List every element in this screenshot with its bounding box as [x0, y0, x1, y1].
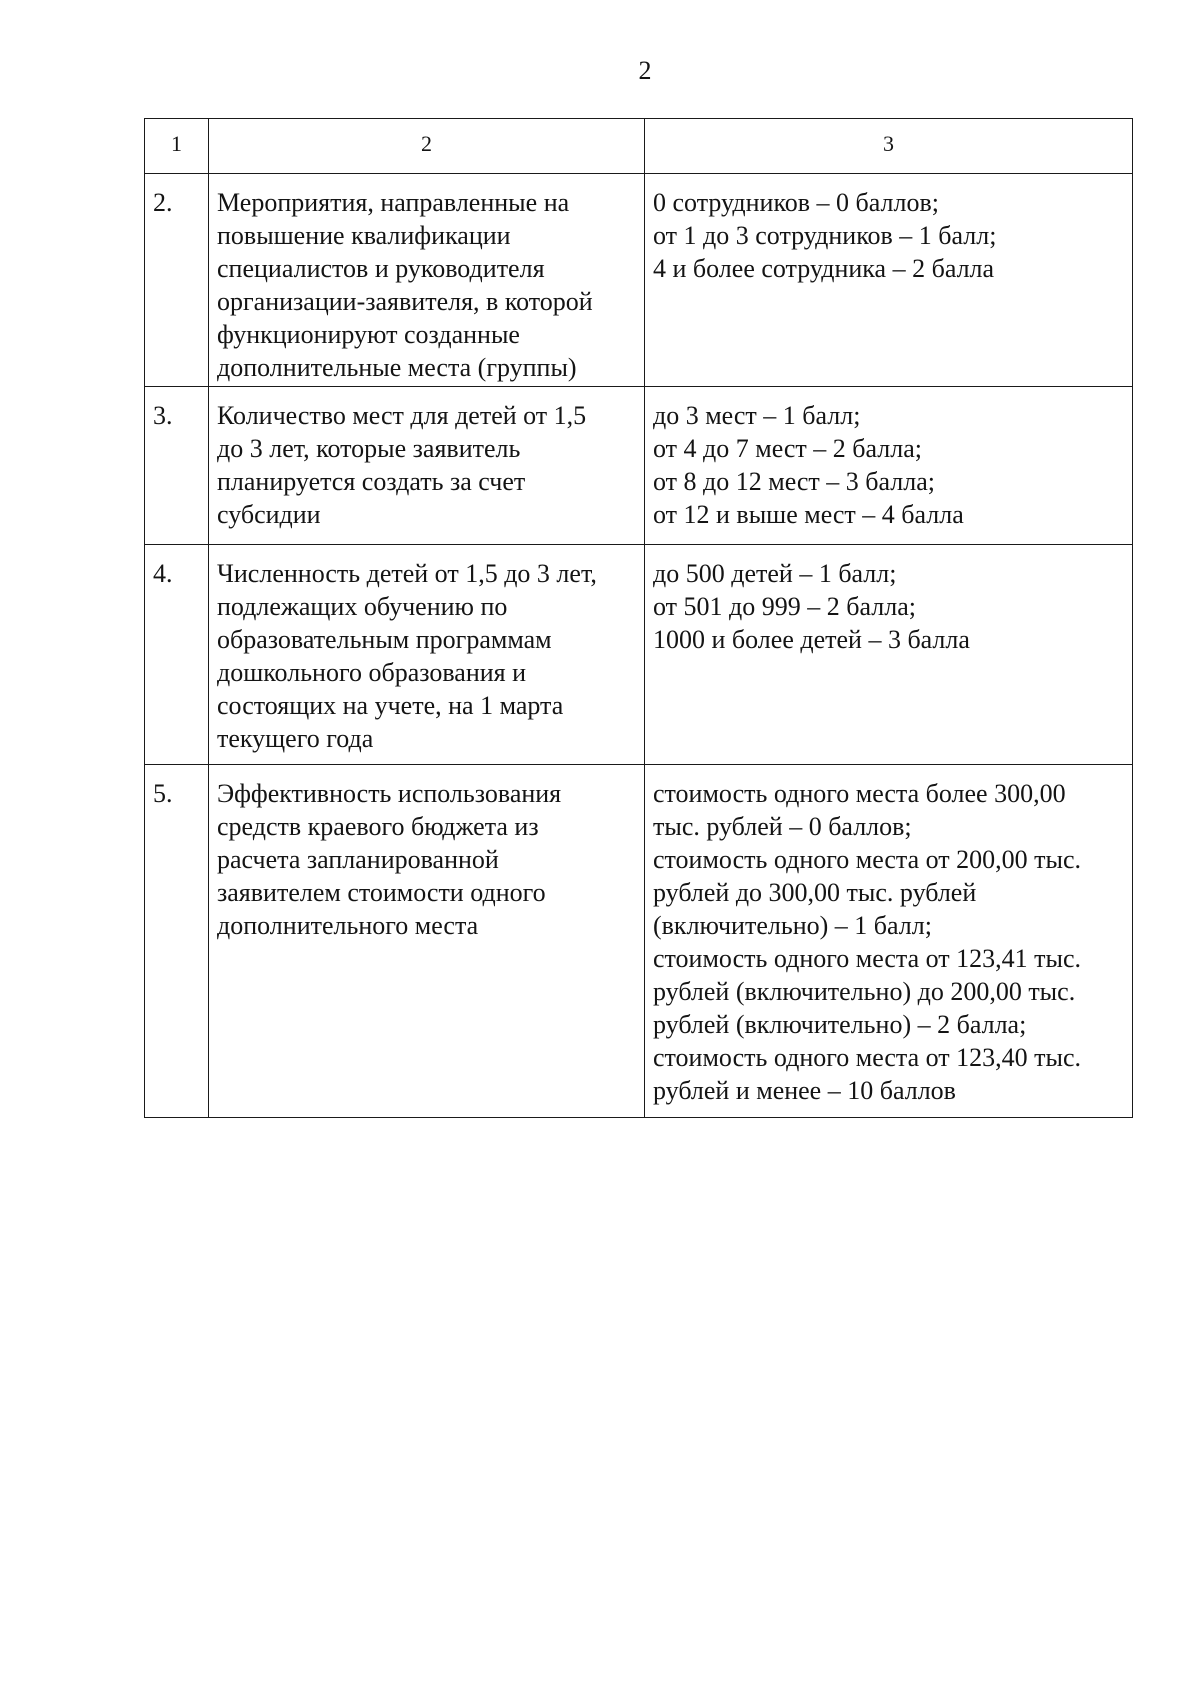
- criterion-cell: [209, 174, 645, 387]
- criterion-line: Эффективность использования: [217, 779, 562, 808]
- score-line: от 501 до 999 – 2 балла;: [653, 592, 916, 621]
- table-row: [145, 765, 1133, 1118]
- score-line: стоимость одного места от 200,00 тыс.: [653, 845, 1082, 874]
- score-line: от 4 до 7 мест – 2 балла;: [653, 434, 923, 463]
- scores-cell: [645, 387, 1133, 545]
- criterion-cell: [209, 765, 645, 1118]
- row-number: 4.: [145, 545, 209, 765]
- scores-cell: [645, 545, 1133, 765]
- criterion-line: функционируют созданные: [217, 320, 520, 349]
- row-number: 5.: [145, 765, 209, 1118]
- table-header-row: [145, 119, 1133, 174]
- score-line: рублей (включительно) до 200,00 тыс.: [653, 977, 1076, 1006]
- score-line: (включительно) – 1 балл;: [653, 911, 932, 940]
- table-row: [145, 174, 1133, 387]
- criterion-line: Численность детей от 1,5 до 3 лет,: [217, 559, 597, 588]
- score-line: стоимость одного места от 123,40 тыс.: [653, 1043, 1082, 1072]
- score-line: до 500 детей – 1 балл;: [653, 559, 897, 588]
- score-line: от 8 до 12 мест – 3 балла;: [653, 467, 936, 496]
- criterion-line: до 3 лет, которые заявитель: [217, 434, 521, 463]
- score-line: от 1 до 3 сотрудников – 1 балл;: [653, 221, 997, 250]
- row-number: 2.: [145, 174, 209, 387]
- scores-cell: [645, 765, 1133, 1118]
- scores-cell: [645, 174, 1133, 387]
- page-number: 2: [638, 56, 652, 85]
- criterion-line: состоящих на учете, на 1 марта: [217, 691, 564, 720]
- header-cell-scores: 3: [645, 119, 1133, 174]
- header-cell-number: 1: [145, 119, 209, 174]
- criterion-line: дошкольного образования и: [217, 658, 527, 687]
- score-line: рублей (включительно) – 2 балла;: [653, 1010, 1027, 1039]
- criterion-cell: [209, 387, 645, 545]
- criterion-cell: [209, 545, 645, 765]
- criterion-line: образовательным программам: [217, 625, 552, 654]
- criterion-line: организации-заявителя, в которой: [217, 287, 593, 316]
- criterion-line: Количество мест для детей от 1,5: [217, 401, 587, 430]
- table-row: [145, 545, 1133, 765]
- header-cell-criterion: 2: [209, 119, 645, 174]
- score-line: до 3 мест – 1 балл;: [653, 401, 861, 430]
- criterion-line: Мероприятия, направленные на: [217, 188, 570, 217]
- criterion-line: подлежащих обучению по: [217, 592, 508, 621]
- score-line: тыс. рублей – 0 баллов;: [653, 812, 912, 841]
- score-line: 0 сотрудников – 0 баллов;: [653, 188, 939, 217]
- criterion-line: дополнительные места (группы): [217, 353, 577, 382]
- score-line: рублей до 300,00 тыс. рублей: [653, 878, 977, 907]
- score-line: 1000 и более детей – 3 балла: [653, 625, 970, 654]
- criterion-line: текущего года: [217, 724, 374, 753]
- score-line: рублей и менее – 10 баллов: [653, 1076, 956, 1105]
- criterion-line: средств краевого бюджета из: [217, 812, 539, 841]
- criterion-line: расчета запланированной: [217, 845, 499, 874]
- criterion-line: планируется создать за счет: [217, 467, 526, 496]
- criteria-table: [144, 118, 1133, 1118]
- criterion-line: дополнительного места: [217, 911, 479, 940]
- score-line: стоимость одного места от 123,41 тыс.: [653, 944, 1082, 973]
- criterion-line: повышение квалификации: [217, 221, 511, 250]
- criterion-line: субсидии: [217, 500, 321, 529]
- row-number: 3.: [145, 387, 209, 545]
- criterion-line: заявителем стоимости одного: [217, 878, 546, 907]
- score-line: 4 и более сотрудника – 2 балла: [653, 254, 995, 283]
- score-line: стоимость одного места более 300,00: [653, 779, 1066, 808]
- score-line: от 12 и выше мест – 4 балла: [653, 500, 964, 529]
- criterion-line: специалистов и руководителя: [217, 254, 545, 283]
- table-row: [145, 387, 1133, 545]
